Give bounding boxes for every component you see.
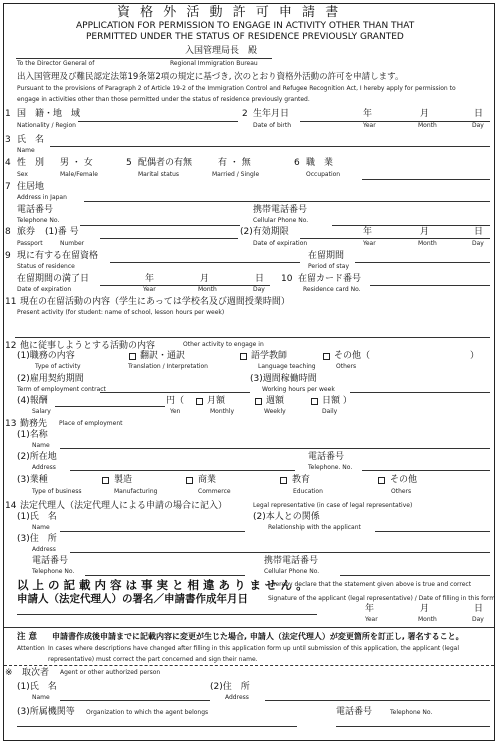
f14-relation-label: (2)本人との関係 — [253, 512, 320, 522]
addressee-jp: 入国管理局長 殿 — [185, 46, 258, 56]
f13-manufacturing-checkbox[interactable] — [102, 477, 109, 484]
f9-label-en: Status of residence — [17, 263, 75, 270]
f10-label-en: Residence card No. — [303, 286, 361, 293]
signature-label-jp: 申請人（法定代理人）の署名／申請書作成年月日 — [17, 593, 248, 605]
f2-month: 月 — [420, 109, 430, 119]
f7-label: 住居地 — [17, 182, 45, 192]
f2-month-en: Month — [418, 122, 437, 129]
f2-num: 2 — [242, 109, 248, 119]
f13-commerce-label: 商業 — [198, 475, 217, 485]
f2-year-en: Year — [363, 122, 376, 129]
f2-label: 生年月日 — [253, 109, 290, 119]
f14-tel-label: 電話番号 — [32, 556, 69, 566]
f5-options-en: Married / Single — [212, 171, 260, 178]
f12-hours-line[interactable] — [350, 392, 490, 393]
f14-name-label-en: Name — [32, 524, 50, 531]
f13-commerce-checkbox[interactable] — [186, 477, 193, 484]
f13-tel-label-en: Telephone. No. — [308, 464, 353, 471]
f9-expiry-label: 在留期間の満了日 — [17, 274, 90, 284]
note-head-en: Attention — [17, 645, 45, 652]
signature-line[interactable] — [17, 614, 317, 615]
f4-options-en: Male/Female — [60, 171, 98, 178]
f8-number-label: (1)番 号 — [45, 227, 79, 237]
f12-weekly-checkbox[interactable] — [255, 398, 262, 405]
intro-en-1: Pursuant to the provisions of Paragraph 2 of Article 19-2 of the Immigration Control and Refugee Recognition Act, I hereby apply for permission to — [17, 85, 456, 92]
agent-name-label: (1)氏 名 — [17, 682, 57, 692]
f7-tel-label: 電話番号 — [17, 205, 54, 215]
f14-label-en: Legal representative (in case of legal representative) — [253, 502, 413, 509]
f8-expiry-label: (2)有効期限 — [240, 227, 289, 237]
f9-month: 月 — [200, 274, 210, 284]
f7-num: 7 — [5, 182, 11, 192]
f12-other-close: ） — [470, 351, 480, 361]
f9-stay-line[interactable] — [355, 262, 490, 263]
sign-month-en: Month — [418, 616, 437, 623]
agent-tel-label: 電話番号 — [336, 707, 373, 717]
declaration-en: I hereby declare that the statement given above is true and correct — [268, 581, 472, 588]
f12-daily-label-en: Daily — [322, 408, 338, 415]
f12-salary-label-en: Salary — [32, 408, 51, 415]
agent-address-label: (2)住 所 — [210, 682, 250, 692]
f12-translation-label-en: Translation / Interpretation — [128, 363, 208, 370]
f9-stay-label: 在留期間 — [308, 251, 345, 261]
f3-num: 3 — [5, 135, 11, 145]
agent-mark: ※ — [5, 668, 13, 678]
declaration-jp: 以 上 の 記 載 内 容 は 事 実 と 相 違 あ り ま せ ん 。 — [17, 578, 308, 592]
f13-other-label-en: Others — [391, 488, 412, 495]
addressee-to: To the Director General of — [17, 60, 95, 67]
f1-label-en: Nationality / Region — [17, 122, 76, 129]
f8-month: 月 — [420, 227, 430, 237]
f9-day: 日 — [255, 274, 265, 284]
f6-line[interactable] — [362, 179, 490, 180]
f7-tel-line[interactable] — [80, 225, 240, 226]
f12-monthly-label: 月額 — [207, 396, 226, 406]
f8-expiry-label-en: Date of expiration — [253, 240, 308, 247]
f13-address-line[interactable] — [70, 470, 295, 471]
addressee-bureau: Regional Immigration Bureau — [170, 60, 258, 67]
f12-other-checkbox[interactable] — [323, 353, 330, 360]
f12-translation-label: 翻訳・通訳 — [140, 351, 186, 361]
f13-num: 13 — [5, 419, 17, 429]
f12-other-label: その他（ — [334, 351, 371, 361]
f7-cell-line[interactable] — [332, 225, 490, 226]
f13-education-checkbox[interactable] — [280, 477, 287, 484]
note-head-jp: 注 意 — [17, 632, 37, 642]
f13-business-label-en: Type of business — [32, 488, 82, 495]
f12-term-label-en: Term of employment contract — [17, 386, 106, 393]
f14-address-label-en: Address — [32, 546, 56, 553]
f12-weekly-label-en: Weekly — [264, 408, 286, 415]
form-title-en-2: PERMITTED UNDER THE STATUS OF RESIDENCE PREVIOUSLY GRANTED — [86, 32, 404, 42]
f6-num: 6 — [294, 158, 300, 168]
f13-address-label: (2)所在地 — [17, 452, 57, 462]
f13-manufacturing-label-en: Manufacturing — [114, 488, 158, 495]
f13-business-label: (3)業種 — [17, 475, 48, 485]
f8-label-en: Passport — [17, 240, 43, 247]
f12-weekly-label: 週額 — [266, 396, 285, 406]
f9-year-en: Year — [143, 286, 156, 293]
form-title-jp: 資 格 外 活 動 許 可 申 請 書 — [117, 5, 342, 20]
sign-year-en: Year — [365, 616, 378, 623]
f12-yen: 円（ — [166, 396, 185, 406]
f12-num: 12 — [5, 341, 17, 351]
f4-label-en: Sex — [17, 171, 28, 178]
f8-number-label-en: Number — [60, 240, 85, 247]
f13-name-label: (1)名称 — [17, 430, 48, 440]
f8-year-en: Year — [363, 240, 376, 247]
f13-tel-label: 電話番号 — [308, 452, 345, 462]
agent-org-label-en: Organization to which the agent belongs — [86, 709, 209, 716]
f12-daily-checkbox[interactable] — [311, 398, 318, 405]
f8-day-en: Day — [472, 240, 484, 247]
f14-address-line[interactable] — [70, 552, 490, 553]
f1-line[interactable] — [78, 121, 238, 122]
f11-label-en: Present activity (for student: name of school, lesson hours per week) — [17, 309, 225, 316]
addressee-line — [16, 58, 272, 59]
agent-address-label-en: Address — [225, 694, 249, 701]
f7-cell-label-en: Cellular Phone No. — [253, 217, 309, 224]
f13-commerce-label-en: Commerce — [198, 488, 231, 495]
f12-label-en: Other activity to engage in — [183, 341, 264, 348]
f9-num: 9 — [5, 251, 11, 261]
f14-label: 法定代理人（法定代理人による申請の場合に記入） — [20, 501, 228, 511]
f5-label: 配偶者の有無 — [138, 158, 193, 168]
f12-hours-label: (3)週間稼働時間 — [250, 374, 317, 384]
f13-address-label-en: Address — [32, 464, 56, 471]
f13-manufacturing-label: 製造 — [114, 475, 133, 485]
f4-label: 性 別 — [17, 158, 45, 168]
f2-year: 年 — [363, 109, 373, 119]
intro-en-2: engage in activities other than those permitted under the status of residence previously granted. — [17, 96, 310, 103]
f14-name-label: (1)氏 名 — [17, 512, 57, 522]
f13-tel-line[interactable] — [362, 470, 490, 471]
f13-other-checkbox[interactable] — [378, 477, 385, 484]
f9-year: 年 — [145, 274, 155, 284]
f12-monthly-label-en: Monthly — [210, 408, 235, 415]
f14-cell-line[interactable] — [340, 575, 490, 576]
f8-day: 日 — [474, 227, 484, 237]
f3-label-en: Name — [17, 147, 35, 154]
sign-day-en: Day — [472, 616, 484, 623]
f7-cell-label: 携帯電話番号 — [253, 205, 308, 215]
agent-divider — [4, 665, 494, 666]
f13-label-en: Place of employment — [59, 420, 123, 427]
f14-address-label: (3)住 所 — [17, 534, 57, 544]
f13-other-label: その他 — [390, 475, 418, 485]
f11-label: 現在の在留活動の内容（学生にあっては学校名及び週間授業時間） — [20, 297, 290, 307]
agent-label-en: Agent or other authorized person — [60, 669, 161, 676]
f9-status-line[interactable] — [110, 262, 300, 263]
f2-line[interactable] — [300, 121, 490, 122]
agent-tel-line[interactable] — [336, 726, 490, 727]
f11-num: 11 — [5, 297, 17, 307]
f8-expiry-line[interactable] — [300, 238, 490, 239]
sign-month: 月 — [420, 604, 430, 614]
f6-label-en: Occupation — [306, 171, 341, 178]
f13-education-label: 教育 — [292, 475, 311, 485]
f9-day-en: Day — [253, 286, 265, 293]
form-title-en-1: APPLICATION FOR PERMISSION TO ENGAGE IN ACTIVITY OTHER THAN THAT — [76, 21, 415, 31]
f14-cell-label: 携帯電話番号 — [264, 556, 319, 566]
f5-num: 5 — [126, 158, 132, 168]
f12-monthly-checkbox[interactable] — [196, 398, 203, 405]
f2-label-en: Date of birth — [253, 122, 292, 129]
f12-salary-label: (4)報酬 — [17, 396, 48, 406]
f8-month-en: Month — [418, 240, 437, 247]
f14-tel-line[interactable] — [85, 575, 245, 576]
agent-org-label: (3)所属機関等 — [17, 707, 75, 717]
declaration-divider — [4, 627, 494, 628]
f14-relation-label-en: Relationship with the applicant — [268, 524, 361, 531]
f1-label: 国 籍・地 域 — [17, 109, 81, 119]
f12-term-line[interactable] — [100, 392, 250, 393]
f14-cell-label-en: Cellular Phone No. — [264, 568, 320, 575]
sign-year: 年 — [365, 604, 375, 614]
f3-label: 氏 名 — [17, 135, 45, 145]
f12-salary-line[interactable] — [55, 406, 165, 407]
f12-label: 他に従事しようとする活動の内容 — [20, 341, 156, 351]
f9-stay-label-en: Period of stay — [308, 263, 350, 270]
agent-address-line[interactable] — [265, 700, 490, 701]
intro-jp: 出入国管理及び難民認定法第19条第2項の規定に基づき, 次のとおり資格外活動の許可を申請します。 — [17, 72, 404, 82]
f9-expiry-label-en: Date of expiration — [17, 286, 72, 293]
f13-name-label-en: Name — [32, 442, 50, 449]
f2-day-en: Day — [472, 122, 484, 129]
f12-yen-en: Yen — [170, 408, 181, 415]
note-en-1: In cases where descriptions have changed after filling in this application form up until submission of this application, the applicant (legal — [48, 645, 459, 652]
f14-tel-label-en: Telephone No. — [32, 568, 75, 575]
f9-label: 現に有する在留資格 — [17, 251, 99, 261]
note-jp: 申請書作成後申請までに記載内容に変更が生じた場合, 申請人（法定代理人）が変更箇所を訂正し, 署名すること。 — [52, 632, 464, 641]
agent-name-line[interactable] — [60, 700, 210, 701]
f13-label: 勤務先 — [20, 419, 48, 429]
f7-label-en: Address in Japan — [17, 194, 67, 201]
f9-expiry-line[interactable] — [100, 285, 270, 286]
note-en-2: representative) must correct the part concerned and sign their name. — [48, 656, 258, 663]
f14-relation-line[interactable] — [375, 531, 490, 532]
f8-label: 旅券 — [17, 227, 36, 237]
f12-language-checkbox[interactable] — [240, 353, 247, 360]
f4-num: 4 — [5, 158, 11, 168]
f14-num: 14 — [5, 501, 17, 511]
f7-tel-label-en: Telephone No. — [17, 217, 60, 224]
f13-name-line[interactable] — [60, 448, 490, 449]
f13-education-label-en: Education — [293, 488, 323, 495]
f8-num: 8 — [5, 227, 11, 237]
f12-type-label-en: Type of activity — [35, 363, 81, 370]
f3-line[interactable] — [50, 146, 490, 147]
agent-label: 取次者 — [22, 668, 50, 678]
agent-name-label-en: Name — [32, 694, 50, 701]
f10-line[interactable] — [370, 285, 490, 286]
f4-options[interactable]: 男 ・ 女 — [60, 158, 93, 168]
f7-address-line[interactable] — [84, 201, 490, 202]
sign-day: 日 — [474, 604, 484, 614]
f12-daily-label: 日額 ） — [322, 396, 352, 406]
agent-org-line[interactable] — [17, 726, 297, 727]
agent-tel-label-en: Telephone No. — [390, 709, 433, 716]
f5-label-en: Marital status — [138, 171, 180, 178]
f10-label: 在留カード番号 — [298, 274, 362, 284]
f8-year: 年 — [363, 227, 373, 237]
f12-language-label: 語学教師 — [251, 351, 288, 361]
f12-type-label: (1)職務の内容 — [17, 351, 75, 361]
f14-name-line[interactable] — [60, 531, 245, 532]
f1-num: 1 — [5, 109, 11, 119]
f9-month-en: Month — [198, 286, 217, 293]
f12-language-label-en: Language teaching — [258, 363, 316, 370]
f2-day: 日 — [474, 109, 484, 119]
f12-translation-checkbox[interactable] — [129, 353, 136, 360]
signature-label-en: Signature of the applicant (legal representative) / Date of filling in this form — [268, 595, 496, 602]
f10-num: 10 — [281, 274, 293, 284]
f12-term-label: (2)雇用契約期間 — [17, 374, 84, 384]
f6-label: 職 業 — [306, 158, 334, 168]
f12-hours-label-en: Working hours per week — [262, 386, 335, 393]
f11-line[interactable] — [15, 337, 490, 338]
f8-number-line[interactable] — [100, 238, 238, 239]
f5-options[interactable]: 有 ・ 無 — [218, 158, 251, 168]
f12-other-label-en: Others — [336, 363, 357, 370]
